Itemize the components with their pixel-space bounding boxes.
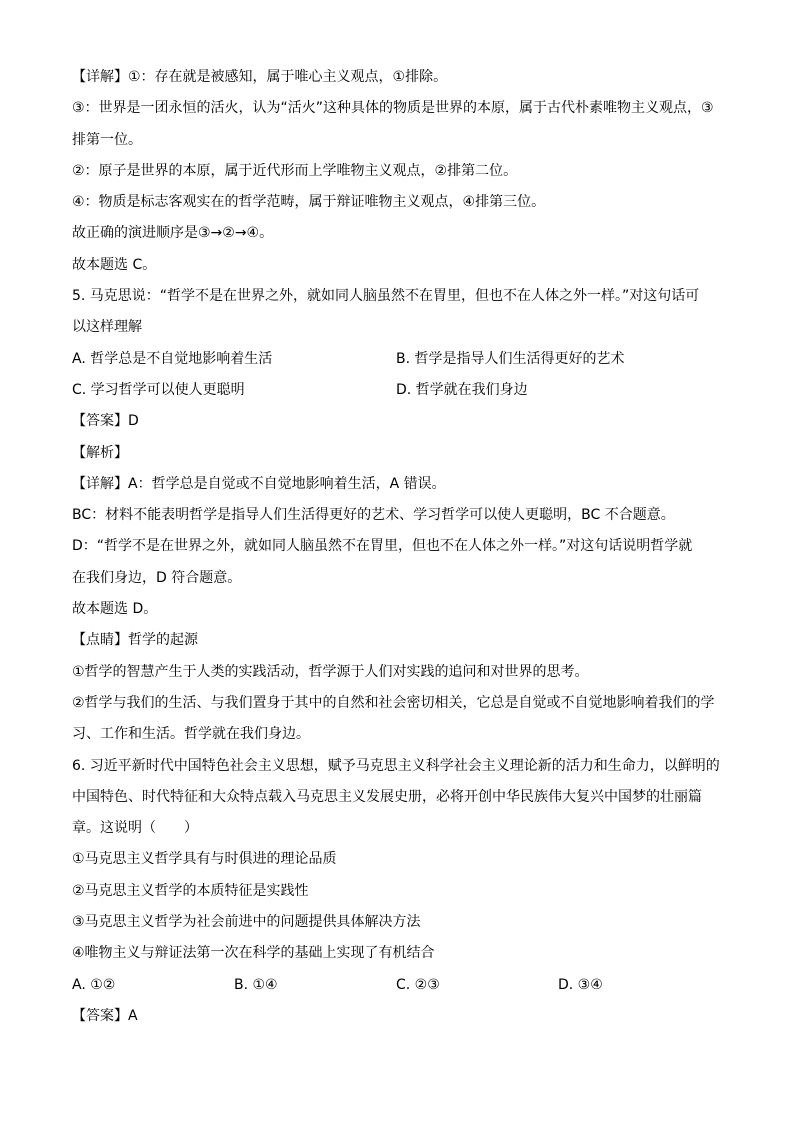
q5-answer xyxy=(72,406,724,437)
q5-answer-value: D xyxy=(128,413,139,430)
q5-note-1: ①哲学的智慧产生于人类的实践活动，哲学源于人们对实践的追问和对世界的思考。 xyxy=(72,663,589,680)
q4-order: 故正确的演进顺序是③→②→④。 xyxy=(72,225,274,242)
note-tag: 【点睛】 xyxy=(72,632,128,649)
q4-detail-line-2: ③：世界是一团永恒的活火，认为“活火”这种具体的物质是世界的本原，属于古代朴素唯物主义观点，③ xyxy=(72,100,714,117)
q5-option-d: D. 哲学就在我们身边 xyxy=(396,381,528,398)
q6-answer-value: A xyxy=(128,1007,138,1024)
q6-option-d: D. ③④ xyxy=(558,976,603,993)
q5-detail-a-text: A：哲学总是自觉或不自觉地影响着生活，A 错误。 xyxy=(128,475,446,492)
q6-stem-line-1: 6. 习近平新时代中国特色社会主义思想，赋予马克思主义科学社会主义理论新的活力和生命力，以鲜明的 xyxy=(72,757,720,774)
q5-detail-a xyxy=(72,469,724,500)
q6-item-4: ④唯物主义与辩证法第一次在科学的基础上实现了有机结合 xyxy=(72,945,435,962)
q6-item-2: ②马克思主义哲学的本质特征是实践性 xyxy=(72,882,309,899)
detail-tag: 【详解】 xyxy=(72,475,128,492)
q5-note-2-line-2: 习、工作和生活。哲学就在我们身边。 xyxy=(72,726,310,743)
q5-stem-line-1: 5. 马克思说：“哲学不是在世界之外，就如同人脑虽然不在胃里，但也不在人体之外一样。”对这句话可 xyxy=(72,288,700,305)
q6-answer xyxy=(72,1001,724,1032)
q4-detail-line-3: ②：原子是世界的本原，属于近代形而上学唯物主义观点，②排第二位。 xyxy=(72,162,518,179)
q5-analysis-tag: 【解析】 xyxy=(72,444,128,461)
q6-option-b: B. ①④ xyxy=(234,976,278,993)
q5-detail-bc: BC：材料不能表明哲学是指导人们生活得更好的艺术、学习哲学可以使人更聪明，BC 不合题意。 xyxy=(72,507,675,524)
document-page xyxy=(72,62,724,1032)
q4-conclusion: 故本题选 C。 xyxy=(72,256,157,273)
q6-stem-line-2: 中国特色、时代特征和大众特点载入马克思主义发展史册，必将开创中华民族伟大复兴中国梦的壮丽篇 xyxy=(72,788,702,805)
q5-note-heading xyxy=(72,625,724,656)
q6-stem-line-3: 章。这说明（ ） xyxy=(72,820,198,837)
q5-note-2-line-1: ②哲学与我们的生活、与我们置身于其中的自然和社会密切相关，它总是自觉或不自觉地影响着我们的学 xyxy=(72,694,715,711)
q4-detail-line-4: ④：物质是标志客观实在的哲学范畴，属于辩证唯物主义观点，④排第三位。 xyxy=(72,194,546,211)
q6-option-a: A. ①② xyxy=(72,976,116,993)
q4-detail-line-1 xyxy=(72,62,724,93)
q5-note-title: 哲学的起源 xyxy=(128,632,198,649)
q6-item-1: ①马克思主义哲学具有与时俱进的理论品质 xyxy=(72,851,337,868)
answer-tag: 【答案】 xyxy=(72,1007,128,1024)
q6-options-row xyxy=(72,970,724,1001)
q6-option-c: C. ②③ xyxy=(396,976,440,993)
q6-item-3: ③马克思主义哲学为社会前进中的问题提供具体解决方法 xyxy=(72,914,421,931)
q5-option-b: B. 哲学是指导人们生活得更好的艺术 xyxy=(396,350,625,367)
q5-detail-d-line-1: D：“哲学不是在世界之外，就如同人脑虽然不在胃里，但也不在人体之外一样。”对这句话说明哲学就 xyxy=(72,538,693,555)
q5-detail-d-line-2: 在我们身边，D 符合题意。 xyxy=(72,569,242,586)
q5-option-a: A. 哲学总是不自觉地影响着生活 xyxy=(72,350,273,367)
q5-conclusion: 故本题选 D。 xyxy=(72,601,158,618)
q5-stem-line-2: 以这样理解 xyxy=(72,319,142,336)
q4-detail-text-1: ①：存在就是被感知，属于唯心主义观点，①排除。 xyxy=(128,69,448,85)
answer-tag: 【答案】 xyxy=(72,413,128,430)
q4-detail-line-2-cont: 排第一位。 xyxy=(72,131,142,148)
q5-options-row-2 xyxy=(72,375,724,406)
detail-tag: 【详解】 xyxy=(72,69,128,85)
q5-options-row-1 xyxy=(72,344,724,375)
q5-option-c: C. 学习哲学可以使人更聪明 xyxy=(72,381,245,398)
